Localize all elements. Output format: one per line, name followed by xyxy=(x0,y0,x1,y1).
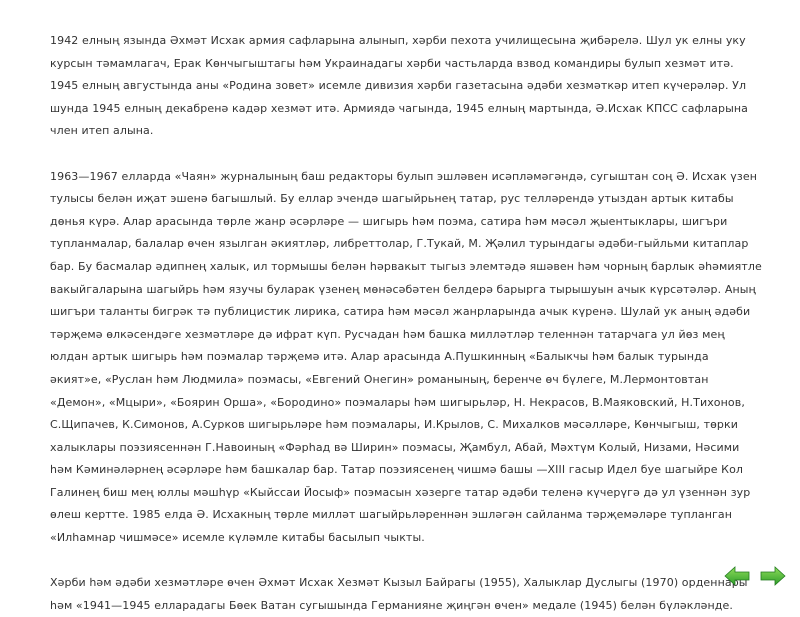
previous-slide-button[interactable] xyxy=(724,566,750,586)
next-slide-button[interactable] xyxy=(760,566,786,586)
arrow-left-icon xyxy=(724,566,750,586)
paragraph-awards: Хәрби һәм әдәби хезмәтләре өчен Әхмәт Исхак Хезмәт Кызыл Байрагы (1955), Халыклар Дуслыгы (1970) орденнары һәм «1941—1945 елларадагы Бөек Ватан сугышында Германияне җиңгән өчен» медале (1945) белән бүләкләнде. xyxy=(50,576,748,612)
paragraph-military-service: 1942 елның язында Әхмәт Исхак армия сафларына алынып, хәрби пехота училищесына җибәрелә. Шул ук елны уку курсын тәмамлагач, Ерак Көнчыгыштагы һәм Украинадагы хәрби частьларда взвод командиры булып хезмәт итә. 1945 елның августында аны «Родина зовет» исемле дивизия хәрби газетасына әдәби хезмәткәр итеп күчерәләр. Ул шунда 1945 елның декабренә кадәр хезмәт итә. Армиядә чагында, 1945 елның мартында, Ә.Исхак КПСС сафларына член итеп алына. xyxy=(50,34,749,138)
slide-navigation xyxy=(724,566,786,586)
arrow-right-icon xyxy=(760,566,786,586)
paragraph-creative-work: 1963—1967 елларда «Чаян» журналының баш редакторы булып эшләвен исәпләмәгәндә, сугыштан соң Ә. Исхак үзен тулысы белән иҗат эшенә багышлый. Бу еллар эчендә шагыйрьнең татар, рус телләрендә утыздан артык китабы дөнья күрә. Алар арасында төрле жанр әсәрләре — шигырь һәм поэма, сатира һәм мәсәл җыентыклары, шигъри тупланмалар, балалар өчен язылган әкиятләр, либреттолар, Г.Тукай, М. Җәлил турындагы әдәби-гыйльми китаплар бар. Бу басмалар әдипнең халык, ил тормышы белән һәрвакыт тыгыз элемтәдә яшәвен һәм чорның барлык әһәмиятле вакыйгаларына шагыйрь һәм язучы буларак үзенең мөнәсәбәтен белдерә барырга тырышуын ачык күрсәтәләр. Аның шигъри таланты бигрәк тә публицистик лирика, сатира һәм мәсәл жанрларында ачык күренә. Шулай ук аның әдәби тәрҗемә өлкәсендәге хезмәтләре дә ифрат күп. Русчадан һәм башка милләтләр теленнән татарчага ул йөз мең юлдан артык шигырь һәм поэмалар тәрҗемә итә. Алар арасында А.Пушкинның «Балыкчы һәм балык турында әкият»е, «Руслан һәм Людмила» поэмасы, «Евгений Онегин» романының, беренче өч бүлеге, М.Лермонтовтан «Демон», «Мцыри», «Боярин Орша», «Бородино» поэмалары һәм шигырьләр, Н. Некрасов, В.Маяковский, Н.Тихонов, С.Щипачев, К.Симонов, А.Сурков шигырьләре һәм поэмалары, И.Крылов, С. Михалков мәсәлләре, Көнчыгыш, төрки халыклары поэзиясеннән Г.Навоиның «Фәрһад вә Ширин» поэмасы, Җамбул, Абай, Мәхтүм Колый, Низами, Нәсими һәм Кәминәләрнең әсәрләре һәм башкалар бар. Татар поэзиясенең чишмә башы —XIII гасыр Идел буе шагыйре Кол Галинең биш мең юллы мәшһүр «Кыйссаи Йосыф» поэмасын хәзерге татар әдәби теленә күчерүгә дә ул үзеннән зур өлеш кертте. 1985 елда Ә. Исхакның төрле милләт шагыйрьләреннән эшләгән сайланма тәрҗемәләре тупланган «Илһамнар чишмәсе» исемле күләмле китабы басылып чыкты. xyxy=(50,169,762,545)
document-body xyxy=(50,30,762,617)
